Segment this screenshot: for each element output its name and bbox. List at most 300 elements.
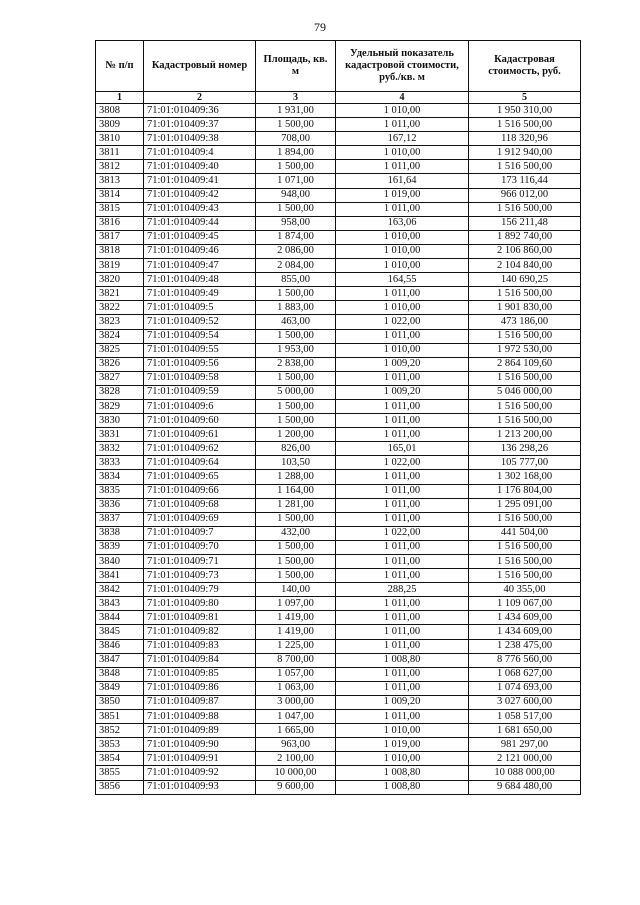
- table-row: [96, 188, 581, 202]
- area-cell: 855,00: [256, 273, 336, 287]
- area-cell: 1 419,00: [256, 625, 336, 639]
- row-number-cell: 3810: [96, 132, 144, 146]
- cadastral-value-cell: 8 776 560,00: [469, 653, 581, 667]
- area-cell: 1 419,00: [256, 611, 336, 625]
- area-cell: 1 953,00: [256, 343, 336, 357]
- row-number-cell: 3842: [96, 583, 144, 597]
- area-cell: 10 000,00: [256, 766, 336, 780]
- unit-value-cell: 1 008,80: [336, 766, 469, 780]
- row-number-cell: 3812: [96, 160, 144, 174]
- cadastral-value-cell: 2 864 109,60: [469, 357, 581, 371]
- unit-value-cell: 1 011,00: [336, 667, 469, 681]
- row-number-cell: 3831: [96, 428, 144, 442]
- row-number-cell: 3829: [96, 399, 144, 413]
- cadastral-number-cell: 71:01:010409:89: [144, 724, 256, 738]
- area-cell: 9 600,00: [256, 780, 336, 794]
- table-body: [96, 104, 581, 795]
- table-row: [96, 695, 581, 709]
- cadastral-number-cell: 71:01:010409:88: [144, 710, 256, 724]
- cadastral-value-cell: 40 355,00: [469, 583, 581, 597]
- cadastral-value-cell: 1 516 500,00: [469, 414, 581, 428]
- unit-value-cell: 1 011,00: [336, 512, 469, 526]
- table-header-row: [96, 41, 581, 92]
- column-number: 3: [256, 92, 336, 104]
- area-cell: 1 500,00: [256, 569, 336, 583]
- table-row: [96, 414, 581, 428]
- unit-value-cell: 164,55: [336, 273, 469, 287]
- area-cell: 963,00: [256, 738, 336, 752]
- table-row: [96, 104, 581, 118]
- cadastral-value-cell: 140 690,25: [469, 273, 581, 287]
- area-cell: 1 500,00: [256, 414, 336, 428]
- row-number-cell: 3824: [96, 329, 144, 343]
- unit-value-cell: 1 011,00: [336, 202, 469, 216]
- table-row: [96, 216, 581, 230]
- unit-value-cell: 1 010,00: [336, 146, 469, 160]
- cadastral-number-cell: 71:01:010409:70: [144, 540, 256, 554]
- header-cadastral-number: Кадастровый номер: [144, 41, 256, 92]
- column-number: 4: [336, 92, 469, 104]
- cadastral-number-cell: 71:01:010409:92: [144, 766, 256, 780]
- cadastral-value-cell: 1 074 693,00: [469, 681, 581, 695]
- row-number-cell: 3828: [96, 385, 144, 399]
- area-cell: 1 500,00: [256, 512, 336, 526]
- table-row: [96, 681, 581, 695]
- cadastral-value-cell: 441 504,00: [469, 526, 581, 540]
- area-cell: 1 200,00: [256, 428, 336, 442]
- row-number-cell: 3823: [96, 315, 144, 329]
- table-row: [96, 456, 581, 470]
- table-row: [96, 315, 581, 329]
- cadastral-value-cell: 1 681 650,00: [469, 724, 581, 738]
- unit-value-cell: 1 008,80: [336, 780, 469, 794]
- row-number-cell: 3835: [96, 484, 144, 498]
- cadastral-number-cell: 71:01:010409:66: [144, 484, 256, 498]
- cadastral-value-cell: 1 109 067,00: [469, 597, 581, 611]
- row-number-cell: 3855: [96, 766, 144, 780]
- area-cell: 1 883,00: [256, 301, 336, 315]
- row-number-cell: 3849: [96, 681, 144, 695]
- cadastral-number-cell: 71:01:010409:46: [144, 244, 256, 258]
- unit-value-cell: 1 011,00: [336, 540, 469, 554]
- table-row: [96, 202, 581, 216]
- table-row: [96, 625, 581, 639]
- row-number-cell: 3853: [96, 738, 144, 752]
- cadastral-number-cell: 71:01:010409:4: [144, 146, 256, 160]
- area-cell: 463,00: [256, 315, 336, 329]
- row-number-cell: 3844: [96, 611, 144, 625]
- cadastral-value-cell: 1 516 500,00: [469, 512, 581, 526]
- unit-value-cell: 167,12: [336, 132, 469, 146]
- unit-value-cell: 1 009,20: [336, 357, 469, 371]
- area-cell: 1 665,00: [256, 724, 336, 738]
- area-cell: 1 500,00: [256, 202, 336, 216]
- cadastral-value-cell: 1 516 500,00: [469, 329, 581, 343]
- unit-value-cell: 1 011,00: [336, 329, 469, 343]
- cadastral-value-cell: 1 516 500,00: [469, 160, 581, 174]
- row-number-cell: 3815: [96, 202, 144, 216]
- cadastral-number-cell: 71:01:010409:42: [144, 188, 256, 202]
- table-row: [96, 540, 581, 554]
- unit-value-cell: 1 011,00: [336, 498, 469, 512]
- unit-value-cell: 1 011,00: [336, 484, 469, 498]
- row-number-cell: 3822: [96, 301, 144, 315]
- cadastral-value-cell: 156 211,48: [469, 216, 581, 230]
- cadastral-number-cell: 71:01:010409:79: [144, 583, 256, 597]
- cadastral-value-cell: 10 088 000,00: [469, 766, 581, 780]
- cadastral-value-cell: 9 684 480,00: [469, 780, 581, 794]
- cadastral-value-cell: 1 295 091,00: [469, 498, 581, 512]
- cadastral-value-cell: 2 104 840,00: [469, 259, 581, 273]
- cadastral-value-cell: 1 516 500,00: [469, 569, 581, 583]
- cadastral-value-cell: 966 012,00: [469, 188, 581, 202]
- cadastral-value-cell: 1 302 168,00: [469, 470, 581, 484]
- area-cell: 958,00: [256, 216, 336, 230]
- cadastral-value-cell: 3 027 600,00: [469, 695, 581, 709]
- area-cell: 1 047,00: [256, 710, 336, 724]
- table-row: [96, 569, 581, 583]
- area-cell: 1 894,00: [256, 146, 336, 160]
- area-cell: 1 281,00: [256, 498, 336, 512]
- row-number-cell: 3837: [96, 512, 144, 526]
- unit-value-cell: 163,06: [336, 216, 469, 230]
- table-row: [96, 498, 581, 512]
- cadastral-number-cell: 71:01:010409:62: [144, 442, 256, 456]
- unit-value-cell: 1 011,00: [336, 625, 469, 639]
- area-cell: 5 000,00: [256, 385, 336, 399]
- unit-value-cell: 1 011,00: [336, 681, 469, 695]
- row-number-cell: 3838: [96, 526, 144, 540]
- area-cell: 708,00: [256, 132, 336, 146]
- unit-value-cell: 1 009,20: [336, 385, 469, 399]
- table-row: [96, 724, 581, 738]
- table-row: [96, 555, 581, 569]
- area-cell: 2 084,00: [256, 259, 336, 273]
- unit-value-cell: 161,64: [336, 174, 469, 188]
- unit-value-cell: 1 010,00: [336, 259, 469, 273]
- cadastral-value-cell: 1 434 609,00: [469, 611, 581, 625]
- row-number-cell: 3816: [96, 216, 144, 230]
- row-number-cell: 3830: [96, 414, 144, 428]
- unit-value-cell: 1 011,00: [336, 710, 469, 724]
- row-number-cell: 3850: [96, 695, 144, 709]
- row-number-cell: 3817: [96, 230, 144, 244]
- row-number-cell: 3836: [96, 498, 144, 512]
- unit-value-cell: 1 011,00: [336, 371, 469, 385]
- table-row: [96, 399, 581, 413]
- cadastral-number-cell: 71:01:010409:56: [144, 357, 256, 371]
- table-row: [96, 780, 581, 794]
- table-row: [96, 273, 581, 287]
- column-number-row: [96, 92, 581, 104]
- row-number-cell: 3840: [96, 555, 144, 569]
- area-cell: 8 700,00: [256, 653, 336, 667]
- unit-value-cell: 1 019,00: [336, 738, 469, 752]
- cadastral-value-cell: 118 320,96: [469, 132, 581, 146]
- area-cell: 1 500,00: [256, 329, 336, 343]
- row-number-cell: 3848: [96, 667, 144, 681]
- area-cell: 1 057,00: [256, 667, 336, 681]
- cadastral-number-cell: 71:01:010409:38: [144, 132, 256, 146]
- cadastral-number-cell: 71:01:010409:64: [144, 456, 256, 470]
- table-row: [96, 738, 581, 752]
- header-cadastral-value: Кадастровая стоимость, руб.: [469, 41, 581, 92]
- cadastral-number-cell: 71:01:010409:60: [144, 414, 256, 428]
- table-row: [96, 667, 581, 681]
- table-row: [96, 118, 581, 132]
- area-cell: 1 931,00: [256, 104, 336, 118]
- cadastral-value-cell: 173 116,44: [469, 174, 581, 188]
- cadastral-number-cell: 71:01:010409:37: [144, 118, 256, 132]
- cadastral-number-cell: 71:01:010409:65: [144, 470, 256, 484]
- area-cell: 1 500,00: [256, 371, 336, 385]
- row-number-cell: 3808: [96, 104, 144, 118]
- area-cell: 1 225,00: [256, 639, 336, 653]
- cadastral-number-cell: 71:01:010409:68: [144, 498, 256, 512]
- cadastral-value-cell: 105 777,00: [469, 456, 581, 470]
- unit-value-cell: 165,01: [336, 442, 469, 456]
- cadastral-number-cell: 71:01:010409:80: [144, 597, 256, 611]
- unit-value-cell: 1 011,00: [336, 555, 469, 569]
- column-number: 5: [469, 92, 581, 104]
- row-number-cell: 3811: [96, 146, 144, 160]
- table-row: [96, 371, 581, 385]
- cadastral-value-cell: 1 901 830,00: [469, 301, 581, 315]
- unit-value-cell: 1 010,00: [336, 104, 469, 118]
- cadastral-number-cell: 71:01:010409:58: [144, 371, 256, 385]
- row-number-cell: 3826: [96, 357, 144, 371]
- cadastral-value-cell: 1 176 804,00: [469, 484, 581, 498]
- cadastral-number-cell: 71:01:010409:69: [144, 512, 256, 526]
- cadastral-number-cell: 71:01:010409:55: [144, 343, 256, 357]
- table-row: [96, 259, 581, 273]
- cadastral-value-cell: 1 912 940,00: [469, 146, 581, 160]
- cadastral-value-cell: 1 892 740,00: [469, 230, 581, 244]
- row-number-cell: 3819: [96, 259, 144, 273]
- row-number-cell: 3847: [96, 653, 144, 667]
- cadastral-number-cell: 71:01:010409:47: [144, 259, 256, 273]
- table-row: [96, 470, 581, 484]
- row-number-cell: 3854: [96, 752, 144, 766]
- cadastral-number-cell: 71:01:010409:7: [144, 526, 256, 540]
- row-number-cell: 3833: [96, 456, 144, 470]
- unit-value-cell: 1 022,00: [336, 456, 469, 470]
- row-number-cell: 3818: [96, 244, 144, 258]
- row-number-cell: 3813: [96, 174, 144, 188]
- header-row-number: № п/п: [96, 41, 144, 92]
- row-number-cell: 3834: [96, 470, 144, 484]
- row-number-cell: 3814: [96, 188, 144, 202]
- cadastral-number-cell: 71:01:010409:5: [144, 301, 256, 315]
- table-row: [96, 484, 581, 498]
- cadastral-number-cell: 71:01:010409:41: [144, 174, 256, 188]
- cadastral-value-cell: 1 068 627,00: [469, 667, 581, 681]
- header-area: Площадь, кв. м: [256, 41, 336, 92]
- cadastral-value-cell: 1 516 500,00: [469, 202, 581, 216]
- table-row: [96, 230, 581, 244]
- area-cell: 2 086,00: [256, 244, 336, 258]
- table-row: [96, 442, 581, 456]
- table-row: [96, 639, 581, 653]
- row-number-cell: 3821: [96, 287, 144, 301]
- cadastral-number-cell: 71:01:010409:93: [144, 780, 256, 794]
- table-row: [96, 710, 581, 724]
- area-cell: 140,00: [256, 583, 336, 597]
- cadastral-number-cell: 71:01:010409:48: [144, 273, 256, 287]
- table-row: [96, 174, 581, 188]
- cadastral-number-cell: 71:01:010409:86: [144, 681, 256, 695]
- cadastral-number-cell: 71:01:010409:52: [144, 315, 256, 329]
- cadastral-number-cell: 71:01:010409:71: [144, 555, 256, 569]
- cadastral-value-cell: 1 950 310,00: [469, 104, 581, 118]
- cadastral-number-cell: 71:01:010409:61: [144, 428, 256, 442]
- unit-value-cell: 1 022,00: [336, 315, 469, 329]
- unit-value-cell: 1 010,00: [336, 301, 469, 315]
- area-cell: 2 838,00: [256, 357, 336, 371]
- cadastral-value-cell: 981 297,00: [469, 738, 581, 752]
- cadastral-number-cell: 71:01:010409:85: [144, 667, 256, 681]
- table-row: [96, 132, 581, 146]
- unit-value-cell: 1 011,00: [336, 118, 469, 132]
- header-unit-value: Удельный показатель кадастровой стоимости, руб./кв. м: [336, 41, 469, 92]
- row-number-cell: 3809: [96, 118, 144, 132]
- area-cell: 1 063,00: [256, 681, 336, 695]
- cadastral-number-cell: 71:01:010409:82: [144, 625, 256, 639]
- unit-value-cell: 1 011,00: [336, 414, 469, 428]
- cadastral-value-cell: 1 516 500,00: [469, 287, 581, 301]
- cadastral-number-cell: 71:01:010409:59: [144, 385, 256, 399]
- page-number: 79: [314, 20, 326, 34]
- area-cell: 3 000,00: [256, 695, 336, 709]
- cadastral-value-cell: 1 516 500,00: [469, 540, 581, 554]
- cadastral-number-cell: 71:01:010409:84: [144, 653, 256, 667]
- cadastral-number-cell: 71:01:010409:54: [144, 329, 256, 343]
- row-number-cell: 3845: [96, 625, 144, 639]
- unit-value-cell: 1 022,00: [336, 526, 469, 540]
- cadastral-value-cell: 1 434 609,00: [469, 625, 581, 639]
- row-number-cell: 3851: [96, 710, 144, 724]
- cadastral-value-cell: 473 186,00: [469, 315, 581, 329]
- table-row: [96, 752, 581, 766]
- cadastral-value-cell: 2 106 860,00: [469, 244, 581, 258]
- area-cell: 432,00: [256, 526, 336, 540]
- row-number-cell: 3846: [96, 639, 144, 653]
- unit-value-cell: 1 010,00: [336, 244, 469, 258]
- cadastral-value-cell: 1 213 200,00: [469, 428, 581, 442]
- area-cell: 103,50: [256, 456, 336, 470]
- area-cell: 826,00: [256, 442, 336, 456]
- area-cell: 1 500,00: [256, 555, 336, 569]
- cadastral-value-cell: 1 238 475,00: [469, 639, 581, 653]
- unit-value-cell: 1 011,00: [336, 287, 469, 301]
- table-row: [96, 343, 581, 357]
- cadastral-value-cell: 1 972 530,00: [469, 343, 581, 357]
- row-number-cell: 3832: [96, 442, 144, 456]
- cadastral-number-cell: 71:01:010409:44: [144, 216, 256, 230]
- cadastral-number-cell: 71:01:010409:87: [144, 695, 256, 709]
- area-cell: 948,00: [256, 188, 336, 202]
- row-number-cell: 3825: [96, 343, 144, 357]
- row-number-cell: 3852: [96, 724, 144, 738]
- table-row: [96, 766, 581, 780]
- column-number: 2: [144, 92, 256, 104]
- cadastral-value-cell: 1 516 500,00: [469, 399, 581, 413]
- area-cell: 1 500,00: [256, 160, 336, 174]
- table-row: [96, 301, 581, 315]
- table-row: [96, 597, 581, 611]
- table-row: [96, 653, 581, 667]
- unit-value-cell: 1 009,20: [336, 695, 469, 709]
- area-cell: 2 100,00: [256, 752, 336, 766]
- unit-value-cell: 1 011,00: [336, 160, 469, 174]
- row-number-cell: 3841: [96, 569, 144, 583]
- unit-value-cell: 1 011,00: [336, 611, 469, 625]
- table-row: [96, 357, 581, 371]
- table-row: [96, 583, 581, 597]
- unit-value-cell: 288,25: [336, 583, 469, 597]
- cadastral-number-cell: 71:01:010409:81: [144, 611, 256, 625]
- cadastral-number-cell: 71:01:010409:49: [144, 287, 256, 301]
- cadastral-number-cell: 71:01:010409:6: [144, 399, 256, 413]
- column-number: 1: [96, 92, 144, 104]
- area-cell: 1 500,00: [256, 118, 336, 132]
- cadastral-value-cell: 5 046 000,00: [469, 385, 581, 399]
- unit-value-cell: 1 011,00: [336, 399, 469, 413]
- row-number-cell: 3856: [96, 780, 144, 794]
- unit-value-cell: 1 011,00: [336, 470, 469, 484]
- cadastral-number-cell: 71:01:010409:36: [144, 104, 256, 118]
- table-row: [96, 329, 581, 343]
- cadastral-number-cell: 71:01:010409:90: [144, 738, 256, 752]
- cadastral-value-cell: 2 121 000,00: [469, 752, 581, 766]
- cadastral-number-cell: 71:01:010409:45: [144, 230, 256, 244]
- row-number-cell: 3839: [96, 540, 144, 554]
- unit-value-cell: 1 011,00: [336, 569, 469, 583]
- table-row: [96, 428, 581, 442]
- table-row: [96, 512, 581, 526]
- unit-value-cell: 1 011,00: [336, 428, 469, 442]
- cadastral-number-cell: 71:01:010409:91: [144, 752, 256, 766]
- table-row: [96, 244, 581, 258]
- unit-value-cell: 1 010,00: [336, 343, 469, 357]
- cadastral-number-cell: 71:01:010409:43: [144, 202, 256, 216]
- cadastral-value-cell: 1 516 500,00: [469, 118, 581, 132]
- unit-value-cell: 1 011,00: [336, 597, 469, 611]
- unit-value-cell: 1 019,00: [336, 188, 469, 202]
- cadastral-value-table: [95, 40, 581, 795]
- unit-value-cell: 1 011,00: [336, 639, 469, 653]
- cadastral-number-cell: 71:01:010409:40: [144, 160, 256, 174]
- area-cell: 1 164,00: [256, 484, 336, 498]
- cadastral-value-cell: 1 058 517,00: [469, 710, 581, 724]
- cadastral-value-cell: 1 516 500,00: [469, 371, 581, 385]
- row-number-cell: 3827: [96, 371, 144, 385]
- cadastral-value-cell: 1 516 500,00: [469, 555, 581, 569]
- table-row: [96, 160, 581, 174]
- cadastral-value-cell: 136 298,26: [469, 442, 581, 456]
- area-cell: 1 288,00: [256, 470, 336, 484]
- unit-value-cell: 1 010,00: [336, 230, 469, 244]
- cadastral-number-cell: 71:01:010409:83: [144, 639, 256, 653]
- area-cell: 1 097,00: [256, 597, 336, 611]
- table-row: [96, 526, 581, 540]
- unit-value-cell: 1 010,00: [336, 752, 469, 766]
- unit-value-cell: 1 008,80: [336, 653, 469, 667]
- area-cell: 1 500,00: [256, 287, 336, 301]
- area-cell: 1 500,00: [256, 540, 336, 554]
- row-number-cell: 3843: [96, 597, 144, 611]
- table-row: [96, 611, 581, 625]
